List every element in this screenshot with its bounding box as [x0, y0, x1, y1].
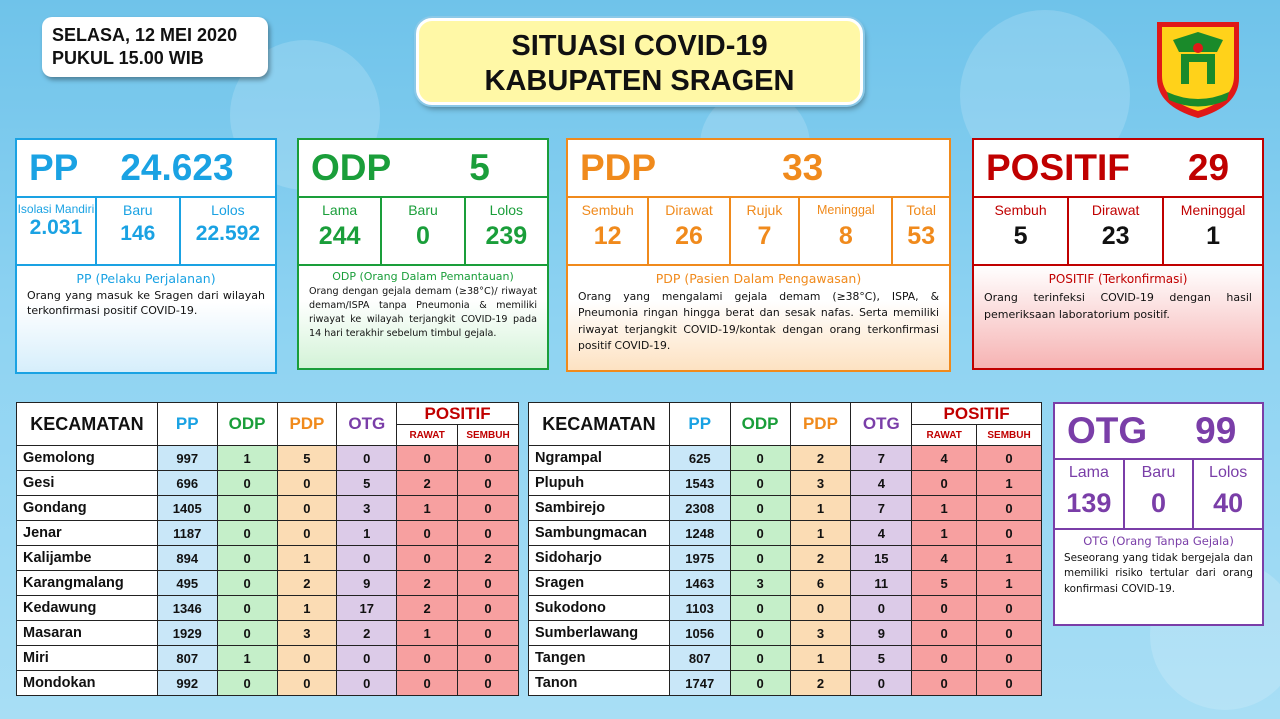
otg-cell: 5: [337, 471, 397, 496]
positif-item-label: Dirawat: [1091, 202, 1140, 218]
odp-cell: 0: [217, 671, 277, 696]
pdp-item-label: Dirawat: [665, 202, 713, 218]
odp-item-value: 244: [318, 222, 361, 250]
kecamatan-cell: Gesi: [17, 471, 158, 496]
sembuh-cell: 1: [977, 471, 1042, 496]
kecamatan-cell: Jenar: [17, 521, 158, 546]
odp-cell: 0: [730, 596, 790, 621]
odp-item-label: Lama: [322, 202, 358, 218]
sembuh-cell: 0: [458, 521, 519, 546]
pp-cell: 1248: [669, 521, 730, 546]
positif-item-value: 23: [1101, 222, 1130, 250]
sembuh-cell: 0: [458, 621, 519, 646]
pdp-cell: 0: [277, 646, 337, 671]
pp-item-value: 22.592: [195, 222, 260, 245]
table-row: [529, 596, 1042, 621]
odp-desc-title: ODP (Orang Dalam Pemantauan): [332, 270, 514, 283]
pdp-item-value: 26: [675, 222, 703, 250]
pp-item-value: 146: [120, 222, 156, 245]
rawat-cell: 1: [912, 521, 977, 546]
table-row: [529, 471, 1042, 496]
sembuh-cell: 2: [458, 546, 519, 571]
pdp-label: PDP: [580, 147, 657, 188]
pdp-cell: 2: [790, 671, 851, 696]
pdp-item-label: Total: [906, 202, 936, 218]
positif-value: 29: [1187, 147, 1230, 188]
col-pp: PP: [669, 403, 730, 446]
table-row: [529, 521, 1042, 546]
pdp-item-value: 8: [838, 222, 853, 250]
pdp-cell: 1: [790, 521, 851, 546]
otg-cell: 0: [337, 446, 397, 471]
sembuh-cell: 0: [977, 446, 1042, 471]
pdp-cell: 2: [277, 571, 337, 596]
pp-cell: 1103: [669, 596, 730, 621]
page-title: [416, 18, 863, 105]
col-odp: ODP: [217, 403, 277, 446]
pp-cell: 696: [157, 471, 217, 496]
pp-cell: 1056: [669, 621, 730, 646]
table-row: [17, 546, 519, 571]
rawat-cell: 0: [397, 646, 458, 671]
pdp-desc-title: PDP (Pasien Dalam Pengawasan): [655, 271, 862, 286]
pdp-cell: 1: [790, 646, 851, 671]
odp-item-label: Lolos: [489, 202, 524, 218]
positif-desc-title: POSITIF (Terkonfirmasi): [1048, 272, 1188, 286]
otg-item-label: Lama: [1068, 464, 1109, 481]
otg-cell: 0: [337, 671, 397, 696]
rawat-cell: 0: [912, 596, 977, 621]
pp-cell: 1543: [669, 471, 730, 496]
sembuh-cell: 0: [977, 621, 1042, 646]
pdp-cell: 0: [277, 496, 337, 521]
kecamatan-cell: Gemolong: [17, 446, 158, 471]
otg-cell: 0: [851, 671, 912, 696]
rawat-cell: 4: [912, 546, 977, 571]
otg-cell: 0: [337, 546, 397, 571]
col-positif: POSITIF: [912, 403, 1042, 425]
odp-cell: 0: [730, 446, 790, 471]
date-box: [42, 17, 268, 77]
table-row: [17, 671, 519, 696]
col-rawat: RAWAT: [397, 425, 458, 446]
otg-cell: 0: [851, 596, 912, 621]
odp-cell: 0: [730, 496, 790, 521]
kecamatan-cell: Kedawung: [17, 596, 158, 621]
otg-card: [1053, 402, 1264, 626]
pp-cell: 495: [157, 571, 217, 596]
pdp-cell: 2: [790, 446, 851, 471]
time-line: PUKUL 15.00 WIB: [52, 48, 204, 68]
kecamatan-cell: Ngrampal: [529, 446, 670, 471]
otg-item-label: Lolos: [1209, 464, 1248, 481]
pdp-cell: 0: [277, 471, 337, 496]
pp-cell: 2308: [669, 496, 730, 521]
sembuh-cell: 0: [977, 671, 1042, 696]
pdp-cell: 2: [790, 546, 851, 571]
table-row: [529, 646, 1042, 671]
pdp-cell: 3: [790, 621, 851, 646]
kecamatan-cell: Plupuh: [529, 471, 670, 496]
pdp-cell: 3: [277, 621, 337, 646]
title-line-1: SITUASI COVID-19: [511, 30, 768, 62]
table-row: [17, 471, 519, 496]
pdp-item-value: 7: [757, 222, 772, 250]
pp-value: 24.623: [120, 147, 234, 188]
col-pdp: PDP: [277, 403, 337, 446]
pdp-item-value: 12: [593, 222, 622, 250]
pdp-item-label: Meninggal: [816, 203, 875, 217]
sembuh-cell: 0: [977, 646, 1042, 671]
kecamatan-cell: Tanon: [529, 671, 670, 696]
col-otg: OTG: [337, 403, 397, 446]
otg-cell: 4: [851, 471, 912, 496]
kecamatan-cell: Mondokan: [17, 671, 158, 696]
rawat-cell: 0: [397, 521, 458, 546]
rawat-cell: 1: [397, 496, 458, 521]
pdp-item-value: 53: [907, 222, 936, 250]
kecamatan-cell: Sambungmacan: [529, 521, 670, 546]
pp-cell: 807: [157, 646, 217, 671]
pp-cell: 992: [157, 671, 217, 696]
col-rawat: RAWAT: [912, 425, 977, 446]
rawat-cell: 5: [912, 571, 977, 596]
otg-value: 99: [1195, 410, 1237, 451]
pdp-cell: 1: [277, 546, 337, 571]
sembuh-cell: 0: [458, 596, 519, 621]
kecamatan-cell: Masaran: [17, 621, 158, 646]
pp-cell: 1346: [157, 596, 217, 621]
pdp-cell: 5: [277, 446, 337, 471]
kecamatan-cell: Sukodono: [529, 596, 670, 621]
rawat-cell: 2: [397, 596, 458, 621]
date-line: SELASA, 12 MEI 2020: [52, 25, 238, 45]
pp-desc-title: PP (Pelaku Perjalanan): [76, 271, 216, 286]
sembuh-cell: 1: [977, 571, 1042, 596]
pdp-cell: 0: [277, 521, 337, 546]
positif-label: POSITIF: [986, 147, 1130, 188]
odp-item-value: 0: [416, 222, 430, 250]
positif-item-label: Sembuh: [994, 202, 1047, 218]
sembuh-cell: 0: [458, 671, 519, 696]
pdp-cell: 6: [790, 571, 851, 596]
table-row: [529, 446, 1042, 471]
kecamatan-table-right: [528, 402, 1042, 696]
sembuh-cell: 0: [458, 471, 519, 496]
kecamatan-cell: Sumberlawang: [529, 621, 670, 646]
odp-item-value: 239: [485, 222, 528, 250]
table-row: [529, 571, 1042, 596]
odp-cell: 0: [730, 521, 790, 546]
otg-item-value: 0: [1150, 488, 1167, 518]
col-positif: POSITIF: [397, 403, 519, 425]
sembuh-cell: 0: [977, 521, 1042, 546]
pp-cell: 1975: [669, 546, 730, 571]
table-row: [17, 596, 519, 621]
odp-card: [297, 138, 549, 370]
positif-card: [972, 138, 1264, 370]
otg-cell: 3: [337, 496, 397, 521]
pp-cell: 625: [669, 446, 730, 471]
sembuh-cell: 0: [977, 496, 1042, 521]
kecamatan-cell: Sidoharjo: [529, 546, 670, 571]
kecamatan-cell: Kalijambe: [17, 546, 158, 571]
otg-item-label: Baru: [1141, 464, 1176, 481]
col-odp: ODP: [730, 403, 790, 446]
odp-cell: 3: [730, 571, 790, 596]
pdp-cell: 3: [790, 471, 851, 496]
col-sembuh: SEMBUH: [458, 425, 519, 446]
odp-cell: 0: [730, 471, 790, 496]
odp-cell: 0: [217, 546, 277, 571]
positif-item-value: 5: [1013, 222, 1028, 250]
pp-cell: 1929: [157, 621, 217, 646]
odp-cell: 0: [217, 471, 277, 496]
sembuh-cell: 0: [458, 571, 519, 596]
sembuh-cell: 0: [977, 596, 1042, 621]
otg-cell: 9: [337, 571, 397, 596]
title-line-2: KABUPATEN SRAGEN: [484, 65, 795, 97]
kecamatan-cell: Tangen: [529, 646, 670, 671]
table-row: [17, 496, 519, 521]
col-kecamatan: KECAMATAN: [529, 403, 670, 446]
odp-cell: 0: [217, 496, 277, 521]
table-row: [17, 646, 519, 671]
pp-cell: 1463: [669, 571, 730, 596]
pdp-cell: 1: [277, 596, 337, 621]
positif-item-label: Meninggal: [1180, 202, 1246, 218]
sembuh-cell: 0: [458, 496, 519, 521]
table-row: [529, 496, 1042, 521]
pdp-item-label: Sembuh: [581, 202, 634, 218]
odp-cell: 1: [217, 446, 277, 471]
pp-cell: 1187: [157, 521, 217, 546]
sragen-emblem-icon: [1153, 18, 1243, 120]
odp-cell: 0: [217, 621, 277, 646]
col-pp: PP: [157, 403, 217, 446]
col-kecamatan: KECAMATAN: [17, 403, 158, 446]
pp-item-value: 2.031: [29, 216, 83, 239]
odp-cell: 0: [730, 621, 790, 646]
table-row: [529, 621, 1042, 646]
table-row: [17, 621, 519, 646]
col-pdp: PDP: [790, 403, 851, 446]
kecamatan-cell: Karangmalang: [17, 571, 158, 596]
pp-cell: 807: [669, 646, 730, 671]
pp-card: [15, 138, 277, 374]
pdp-item-label: Rujuk: [746, 202, 783, 218]
rawat-cell: 0: [912, 621, 977, 646]
table-row: [529, 546, 1042, 571]
pp-desc: Orang yang masuk ke Sragen dari wilayah terkonfirmasi positif COVID-19.: [27, 288, 265, 317]
positif-desc: Orang terinfeksi COVID-19 dengan hasil pemeriksaan laboratorium positif.: [984, 291, 1252, 321]
otg-cell: 4: [851, 521, 912, 546]
odp-cell: 0: [730, 546, 790, 571]
otg-desc-title: OTG (Orang Tanpa Gejala): [1083, 534, 1234, 548]
otg-cell: 15: [851, 546, 912, 571]
odp-cell: 0: [730, 646, 790, 671]
odp-cell: 0: [217, 571, 277, 596]
pdp-cell: 1: [790, 496, 851, 521]
kecamatan-table-left: [16, 402, 519, 696]
pp-cell: 1747: [669, 671, 730, 696]
otg-desc: Seseorang yang tidak bergejala dan memiliki risiko tertular dari orang konfirmasi COVID-19.: [1064, 551, 1253, 595]
rawat-cell: 0: [912, 671, 977, 696]
kecamatan-cell: Sragen: [529, 571, 670, 596]
otg-item-value: 139: [1066, 488, 1112, 518]
table-row: [529, 671, 1042, 696]
pdp-card: [566, 138, 951, 372]
otg-cell: 7: [851, 446, 912, 471]
rawat-cell: 0: [397, 446, 458, 471]
rawat-cell: 2: [397, 471, 458, 496]
sembuh-cell: 0: [458, 646, 519, 671]
pp-cell: 894: [157, 546, 217, 571]
kecamatan-cell: Gondang: [17, 496, 158, 521]
otg-label: OTG: [1067, 410, 1148, 451]
odp-cell: 1: [217, 646, 277, 671]
pp-label: PP: [29, 147, 79, 188]
odp-value: 5: [469, 147, 490, 188]
odp-item-label: Baru: [408, 202, 438, 218]
pdp-cell: 0: [790, 596, 851, 621]
table-row: [17, 446, 519, 471]
pdp-cell: 0: [277, 671, 337, 696]
odp-label: ODP: [311, 147, 392, 188]
otg-cell: 9: [851, 621, 912, 646]
otg-cell: 17: [337, 596, 397, 621]
odp-cell: 0: [217, 596, 277, 621]
table-row: [17, 521, 519, 546]
table-row: [17, 571, 519, 596]
pdp-value: 33: [782, 147, 824, 188]
rawat-cell: 2: [397, 571, 458, 596]
positif-item-value: 1: [1206, 222, 1221, 250]
col-sembuh: SEMBUH: [977, 425, 1042, 446]
pp-item-label: Lolos: [211, 202, 245, 218]
odp-desc: Orang dengan gejala demam (≥38°C)/ riwayat demam/ISPA tanpa Pneumonia & memiliki riwayat ke wilayah terjangkit COVID-19 pada 14 hari terakhir sebelum timbul gejala.: [309, 286, 537, 339]
pp-item-label: Baru: [123, 202, 153, 218]
col-otg: OTG: [851, 403, 912, 446]
otg-item-value: 40: [1213, 488, 1244, 518]
pp-cell: 997: [157, 446, 217, 471]
sembuh-cell: 1: [977, 546, 1042, 571]
rawat-cell: 1: [397, 621, 458, 646]
odp-cell: 0: [730, 671, 790, 696]
otg-cell: 2: [337, 621, 397, 646]
otg-cell: 11: [851, 571, 912, 596]
rawat-cell: 0: [397, 671, 458, 696]
rawat-cell: 4: [912, 446, 977, 471]
otg-cell: 0: [337, 646, 397, 671]
pp-item-label: Isolasi Mandiri: [17, 202, 95, 216]
kecamatan-cell: Sambirejo: [529, 496, 670, 521]
odp-cell: 0: [217, 521, 277, 546]
otg-cell: 5: [851, 646, 912, 671]
sembuh-cell: 0: [458, 446, 519, 471]
rawat-cell: 0: [912, 646, 977, 671]
pp-cell: 1405: [157, 496, 217, 521]
pdp-desc: Orang yang mengalami gejala demam (≥38°C), ISPA, & Pneumonia ringan hingga berat dan sesak nafas. Serta memiliki riwayat terjangkit COVID-19/kontak dengan orang terkonfirmasi positif COVID-19.: [578, 289, 939, 352]
otg-cell: 7: [851, 496, 912, 521]
rawat-cell: 0: [397, 546, 458, 571]
rawat-cell: 0: [912, 471, 977, 496]
otg-cell: 1: [337, 521, 397, 546]
rawat-cell: 1: [912, 496, 977, 521]
kecamatan-cell: Miri: [17, 646, 158, 671]
